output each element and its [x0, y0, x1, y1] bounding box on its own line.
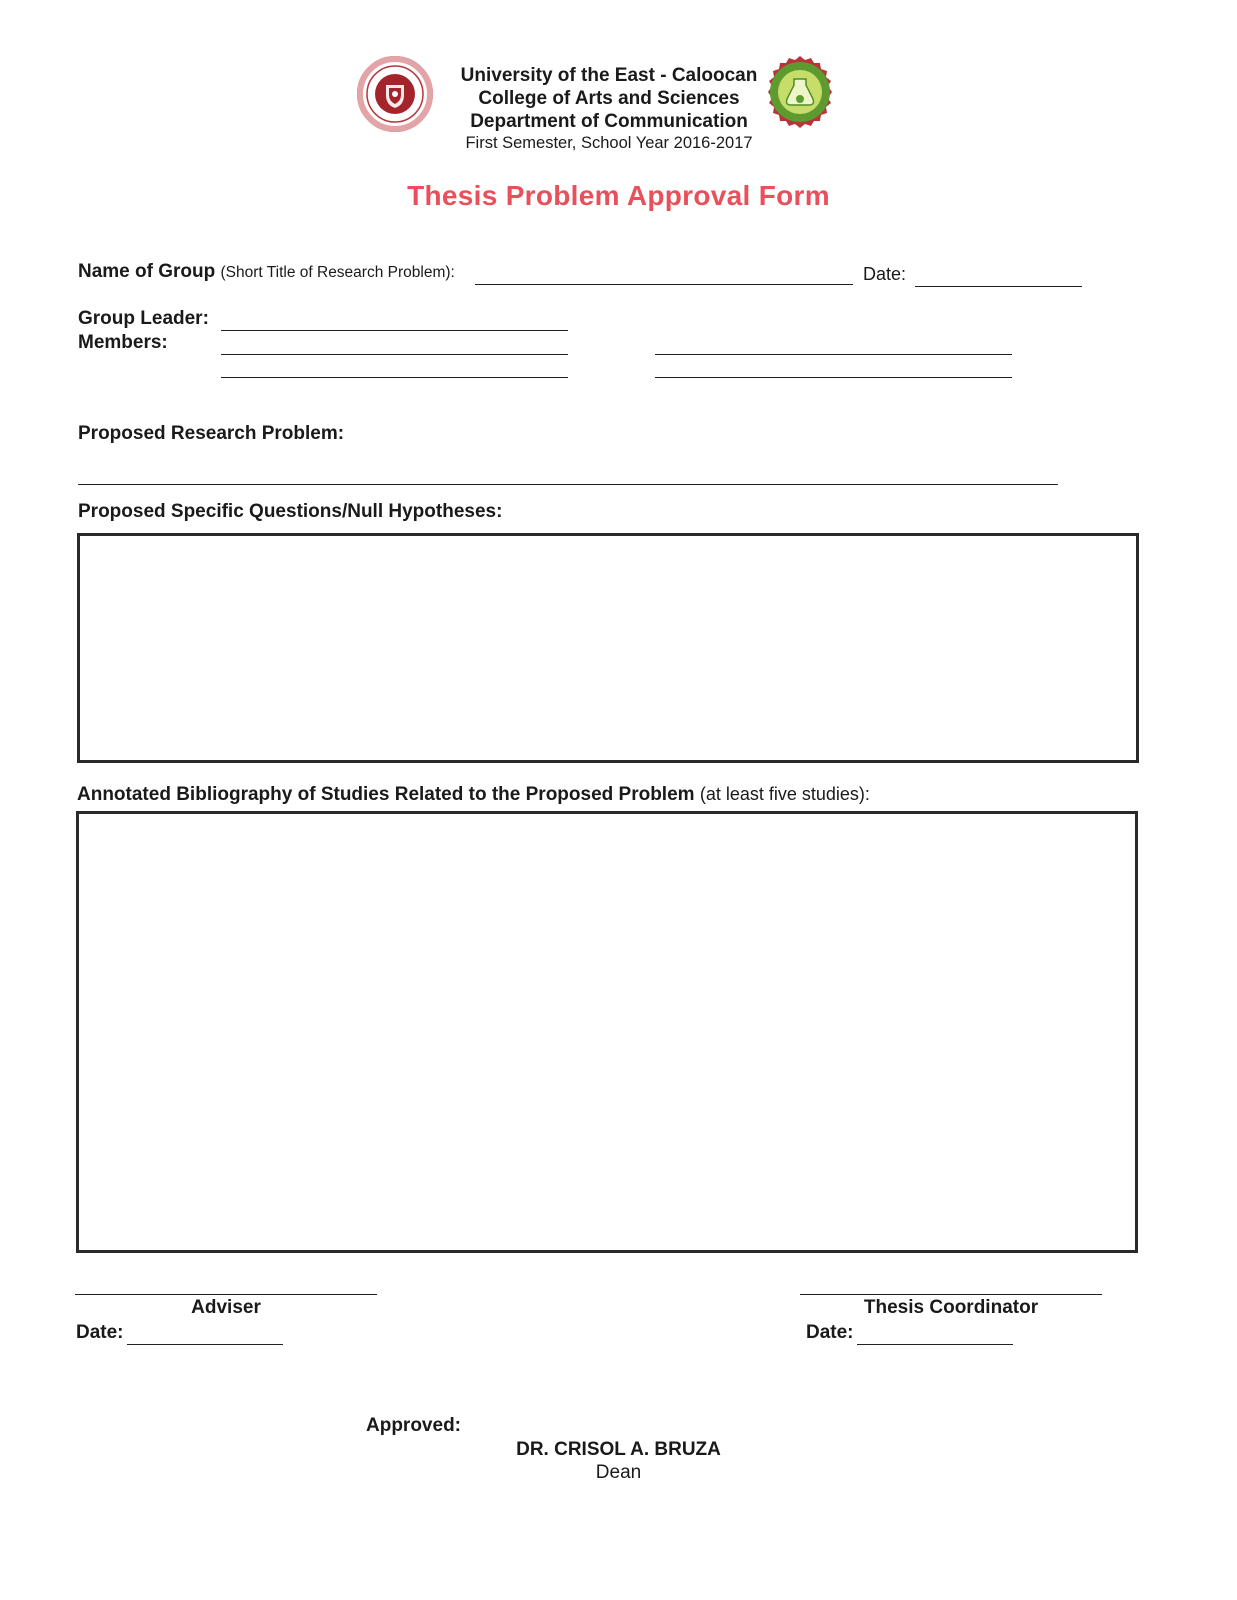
- coordinator-date-input[interactable]: [857, 1321, 1021, 1343]
- adviser-label: Adviser: [191, 1297, 261, 1318]
- member-input-3[interactable]: [655, 331, 1020, 353]
- member-line: [655, 377, 1012, 378]
- group-name-label-text: Name of Group: [78, 261, 216, 282]
- adviser-date-line: [127, 1344, 283, 1345]
- questions-label: Proposed Specific Questions/Null Hypotheses:: [78, 501, 503, 522]
- proposed-problem-input[interactable]: [78, 460, 1066, 482]
- bibliography-label: [77, 784, 870, 806]
- coordinator-date-line: [857, 1344, 1013, 1345]
- group-name-line: [475, 284, 853, 285]
- group-name-label: [78, 261, 455, 283]
- header-college: College of Arts and Sciences: [478, 88, 740, 109]
- coordinator-date-label: Date:: [806, 1322, 854, 1343]
- date-label: Date:: [863, 264, 907, 284]
- dean-title: Dean: [595, 1462, 642, 1483]
- college-seal-logo: [763, 55, 837, 129]
- member-input-1[interactable]: [221, 331, 576, 353]
- members-label: Members:: [78, 332, 168, 353]
- proposed-problem-line: [78, 484, 1058, 485]
- date-input[interactable]: [915, 263, 1090, 285]
- date-line: [915, 286, 1082, 287]
- header-semester: First Semester, School Year 2016-2017: [465, 134, 753, 152]
- proposed-problem-label: Proposed Research Problem:: [78, 423, 345, 444]
- header-department: Department of Communication: [470, 111, 748, 132]
- adviser-signature-line: [75, 1294, 377, 1295]
- coordinator-signature-line: [800, 1294, 1102, 1295]
- group-leader-label: Group Leader:: [78, 308, 209, 329]
- form-title: Thesis Problem Approval Form: [407, 180, 830, 211]
- coordinator-label: Thesis Coordinator: [863, 1297, 1039, 1318]
- group-leader-input[interactable]: [221, 307, 576, 329]
- adviser-date-label: Date:: [76, 1322, 124, 1343]
- header-university: University of the East - Caloocan: [460, 65, 758, 86]
- bibliography-textarea[interactable]: [79, 814, 1135, 1250]
- member-line: [221, 377, 568, 378]
- group-name-input[interactable]: [475, 261, 861, 283]
- approved-label: Approved:: [366, 1415, 461, 1436]
- member-input-4[interactable]: [655, 354, 1020, 376]
- dean-name: DR. CRISOL A. BRUZA: [516, 1439, 721, 1460]
- bibliography-hint: (at least five studies):: [699, 784, 870, 804]
- member-input-2[interactable]: [221, 354, 576, 376]
- bibliography-label-text: Annotated Bibliography of Studies Related to the Proposed Problem: [77, 784, 695, 805]
- adviser-date-input[interactable]: [127, 1321, 291, 1343]
- questions-textarea[interactable]: [80, 536, 1136, 760]
- group-name-hint: (Short Title of Research Problem):: [220, 264, 455, 281]
